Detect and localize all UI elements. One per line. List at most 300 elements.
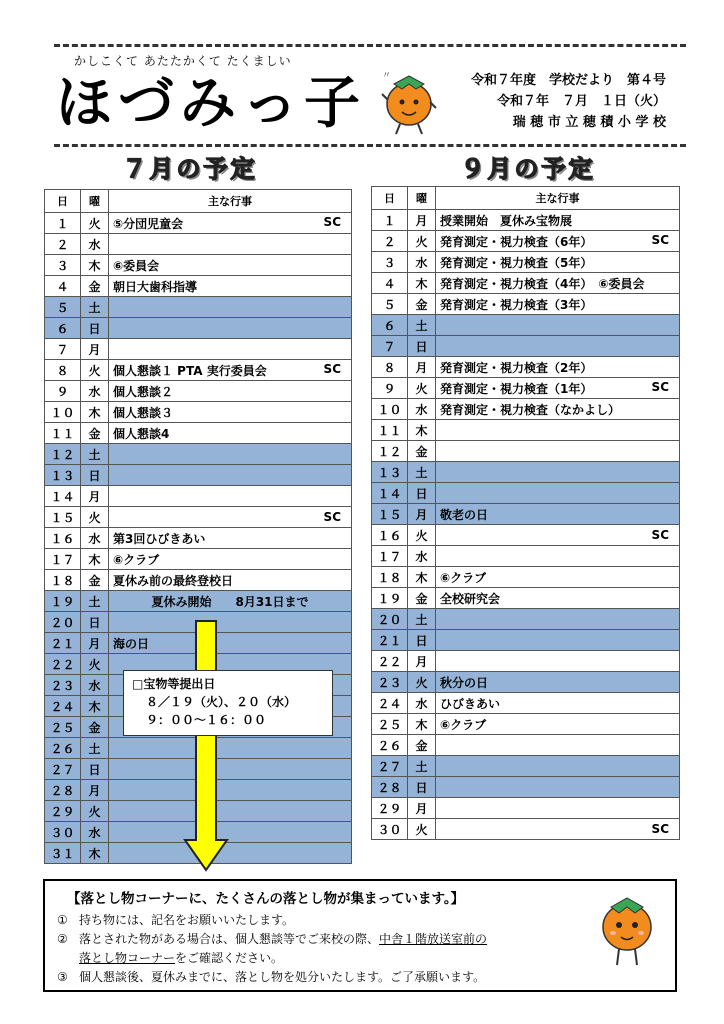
weekday-cell: 土: [408, 609, 436, 630]
event-text: 秋分の日: [440, 675, 489, 690]
event-cell: [109, 843, 352, 864]
day-cell: ２５: [45, 717, 81, 738]
table-row: [45, 465, 352, 486]
day-cell: ３１: [45, 843, 81, 864]
day-cell: ２１: [45, 633, 81, 654]
day-cell: ４: [45, 276, 81, 297]
weekday-cell: 火: [81, 360, 109, 381]
notice-number: ①: [57, 913, 68, 927]
weekday-cell: 火: [408, 231, 436, 252]
weekday-cell: 木: [408, 714, 436, 735]
event-cell: [436, 693, 680, 714]
day-cell: ２５: [372, 714, 408, 735]
event-text: ⑥クラブ: [440, 570, 487, 585]
event-text: ⑤分団児童会: [113, 216, 184, 231]
day-cell: １０: [45, 402, 81, 423]
day-cell: ２３: [372, 672, 408, 693]
day-cell: ８: [45, 360, 81, 381]
table-header-row: [45, 190, 352, 213]
event-text: 発育測定・視力検査（なかよし）: [440, 402, 621, 417]
day-cell: ３０: [45, 822, 81, 843]
event-cell: [109, 822, 352, 843]
day-cell: １３: [45, 465, 81, 486]
event-text: 個人懇談１ PTA 実行委員会: [113, 363, 267, 378]
table-row: [372, 210, 680, 231]
sc-badge: SC: [651, 822, 669, 836]
event-text: ひびきあい: [440, 696, 501, 711]
event-cell: [109, 507, 352, 528]
day-cell: １５: [45, 507, 81, 528]
weekday-cell: 水: [81, 234, 109, 255]
day-cell: １４: [45, 486, 81, 507]
table-row: [45, 549, 352, 570]
notice-location: 中舎１階放送室前の: [379, 932, 488, 946]
event-cell: [436, 252, 680, 273]
table-row: [45, 486, 352, 507]
weekday-cell: 土: [408, 756, 436, 777]
event-text: 発育測定・視力検査（3年）: [440, 297, 593, 312]
day-cell: ３: [372, 252, 408, 273]
event-text: 発育測定・視力検査（6年）: [440, 234, 593, 249]
event-text: 個人懇談4: [113, 426, 170, 441]
event-cell: [436, 609, 680, 630]
weekday-cell: 水: [81, 381, 109, 402]
event-cell: [109, 486, 352, 507]
day-cell: １６: [372, 525, 408, 546]
school-name: 瑞 穂 市 立 穂 積 小 学 校: [512, 115, 666, 130]
table-row: [372, 693, 680, 714]
day-cell: ６: [372, 315, 408, 336]
event-cell: [109, 612, 352, 633]
event-cell: [109, 549, 352, 570]
table-row: [372, 483, 680, 504]
table-row: [45, 591, 352, 612]
notice-text: 落とされた物がある場合は、個人懇談等でご来校の際、: [79, 932, 380, 946]
day-cell: １１: [372, 420, 408, 441]
event-text: 全校研究会: [440, 591, 501, 606]
day-cell: ２０: [45, 612, 81, 633]
day-cell: ２９: [372, 798, 408, 819]
event-cell: [109, 381, 352, 402]
event-cell: [436, 294, 680, 315]
event-cell: [109, 759, 352, 780]
event-cell: [436, 462, 680, 483]
day-cell: ７: [45, 339, 81, 360]
table-header-row: [372, 187, 680, 210]
day-cell: １９: [45, 591, 81, 612]
day-cell: ３０: [372, 819, 408, 840]
september-schedule-table: [371, 186, 680, 840]
notice-title: 【落とし物コーナーに、たくさんの落とし物が集まっています。】: [67, 891, 465, 907]
weekday-cell: 金: [408, 735, 436, 756]
event-cell: [109, 444, 352, 465]
weekday-cell: 日: [408, 336, 436, 357]
table-row: [45, 339, 352, 360]
sc-badge: SC: [651, 379, 669, 394]
weekday-cell: 日: [408, 777, 436, 798]
submission-time: ９：００～１６：００: [146, 713, 267, 727]
table-row: [45, 213, 352, 234]
table-row: [372, 672, 680, 693]
weekday-cell: 月: [81, 486, 109, 507]
day-cell: １０: [372, 399, 408, 420]
event-text: 海の日: [113, 636, 150, 651]
weekday-cell: 日: [81, 318, 109, 339]
persimmon-mascot-icon: [380, 62, 438, 136]
table-row: [372, 504, 680, 525]
weekday-cell: 火: [81, 213, 109, 234]
day-cell: ２: [45, 234, 81, 255]
table-row: [372, 294, 680, 315]
day-cell: ９: [45, 381, 81, 402]
day-cell: ２２: [372, 651, 408, 672]
event-cell: [436, 672, 680, 693]
event-text: 夏休み前の最終登校日: [113, 573, 234, 588]
day-cell: １７: [372, 546, 408, 567]
event-cell: [436, 336, 680, 357]
september-heading: ９月の予定: [460, 155, 596, 183]
weekday-cell: 金: [408, 441, 436, 462]
day-cell: ２１: [372, 630, 408, 651]
day-cell: ２４: [372, 693, 408, 714]
table-row: [45, 507, 352, 528]
weekday-cell: 水: [408, 546, 436, 567]
event-cell: [436, 735, 680, 756]
day-cell: ７: [372, 336, 408, 357]
event-cell: [436, 798, 680, 819]
event-cell: [436, 651, 680, 672]
weekday-cell: 土: [408, 462, 436, 483]
day-cell: １８: [45, 570, 81, 591]
day-cell: ２８: [372, 777, 408, 798]
event-text: ⑥クラブ: [113, 552, 160, 567]
weekday-cell: 水: [408, 399, 436, 420]
event-cell: [436, 588, 680, 609]
event-cell: [436, 441, 680, 462]
event-text: ⑥委員会: [113, 258, 160, 273]
day-cell: １６: [45, 528, 81, 549]
submission-info-box: [123, 670, 333, 736]
event-cell: [109, 528, 352, 549]
table-row: [372, 336, 680, 357]
event-cell: [109, 738, 352, 759]
weekday-cell: 火: [408, 819, 436, 840]
table-row: [372, 315, 680, 336]
top-dashed-line: [54, 44, 686, 47]
notice-item: [57, 911, 663, 930]
weekday-cell: 日: [81, 759, 109, 780]
weekday-cell: 火: [81, 507, 109, 528]
day-cell: １３: [372, 462, 408, 483]
weekday-cell: 火: [81, 801, 109, 822]
newsletter-title: ほづみっ子: [56, 70, 366, 136]
event-cell: [436, 273, 680, 294]
table-row: [372, 714, 680, 735]
event-cell: [436, 399, 680, 420]
notice-text: 個人懇談後、夏休みまでに、落とし物を処分いたします。ご了承願います。: [79, 970, 486, 984]
event-cell: [109, 213, 352, 234]
day-cell: １: [372, 210, 408, 231]
table-row: [45, 276, 352, 297]
table-row: [45, 528, 352, 549]
weekday-cell: 月: [408, 504, 436, 525]
weekday-cell: 木: [81, 255, 109, 276]
weekday-cell: 木: [81, 843, 109, 864]
day-cell: ２０: [372, 609, 408, 630]
event-text: 個人懇談２: [113, 384, 174, 399]
event-text: ⑥クラブ: [440, 717, 487, 732]
table-row: [372, 756, 680, 777]
event-cell: [436, 210, 680, 231]
event-text: 個人懇談３: [113, 405, 174, 420]
day-cell: ２４: [45, 696, 81, 717]
table-row: [372, 798, 680, 819]
table-row: [372, 588, 680, 609]
weekday-cell: 金: [81, 570, 109, 591]
event-cell: [109, 276, 352, 297]
weekday-cell: 金: [81, 423, 109, 444]
table-row: [372, 630, 680, 651]
day-cell: ２７: [45, 759, 81, 780]
event-cell: [436, 357, 680, 378]
svg-text:〃: 〃: [382, 71, 392, 81]
weekday-cell: 木: [81, 696, 109, 717]
sc-badge: SC: [323, 510, 341, 524]
event-cell: [436, 378, 680, 399]
notice-corner: 落とし物コーナー: [79, 951, 176, 965]
lost-and-found-notice: [43, 879, 677, 992]
weekday-cell: 日: [408, 483, 436, 504]
weekday-cell: 金: [408, 294, 436, 315]
notice-item: [57, 930, 663, 968]
day-cell: ６: [45, 318, 81, 339]
event-text: 発育測定・視力検査（2年）: [440, 360, 593, 375]
table-row: [372, 777, 680, 798]
issue-info: [436, 70, 666, 133]
event-text: 敬老の日: [440, 507, 489, 522]
event-cell: [109, 234, 352, 255]
day-cell: ２６: [45, 738, 81, 759]
table-row: [45, 423, 352, 444]
weekday-cell: 木: [408, 273, 436, 294]
table-row: [372, 735, 680, 756]
table-row: [372, 420, 680, 441]
event-cell: [109, 339, 352, 360]
table-row: [372, 819, 680, 840]
weekday-cell: 水: [81, 675, 109, 696]
weekday-cell: 木: [81, 402, 109, 423]
table-row: [45, 318, 352, 339]
day-cell: ２２: [45, 654, 81, 675]
table-row: [45, 570, 352, 591]
table-row: [45, 297, 352, 318]
weekday-cell: 月: [408, 651, 436, 672]
event-cell: [436, 630, 680, 651]
table-row: [372, 567, 680, 588]
table-row: [45, 402, 352, 423]
day-cell: １５: [372, 504, 408, 525]
event-cell: [436, 420, 680, 441]
event-cell: [109, 402, 352, 423]
weekday-cell: 日: [81, 612, 109, 633]
event-text: 第3回ひびきあい: [113, 531, 206, 546]
weekday-cell: 木: [408, 567, 436, 588]
table-row: [372, 357, 680, 378]
day-cell: １４: [372, 483, 408, 504]
table-row: [372, 231, 680, 252]
event-cell: [436, 819, 680, 840]
notice-item: [57, 968, 663, 987]
weekday-cell: 木: [81, 549, 109, 570]
weekday-cell: 土: [81, 591, 109, 612]
event-cell: [436, 756, 680, 777]
weekday-cell: 日: [81, 465, 109, 486]
event-cell: [109, 801, 352, 822]
edition-label: 令和７年度 学校だより 第４号: [470, 73, 666, 88]
day-cell: ３: [45, 255, 81, 276]
event-cell: [109, 570, 352, 591]
event-text: 発育測定・視力検査（5年）: [440, 255, 593, 270]
event-text: 発育測定・視力検査（1年）: [440, 381, 593, 396]
event-cell: [436, 714, 680, 735]
event-text: 朝日大歯科指導: [113, 279, 198, 294]
notice-number: ③: [57, 970, 68, 984]
event-cell: [436, 315, 680, 336]
event-cell: [109, 255, 352, 276]
day-cell: １１: [45, 423, 81, 444]
event-cell: [436, 546, 680, 567]
weekday-cell: 月: [81, 633, 109, 654]
table-row: [45, 381, 352, 402]
day-cell: ２８: [45, 780, 81, 801]
event-cell: [436, 504, 680, 525]
july-heading: ７月の予定: [122, 155, 258, 183]
table-row: [372, 252, 680, 273]
col-events-header: 主な行事: [109, 190, 352, 213]
day-cell: ２: [372, 231, 408, 252]
weekday-cell: 火: [408, 672, 436, 693]
day-cell: １２: [45, 444, 81, 465]
day-cell: １: [45, 213, 81, 234]
table-row: [372, 441, 680, 462]
table-row: [372, 546, 680, 567]
weekday-cell: 金: [81, 717, 109, 738]
event-cell: [109, 360, 352, 381]
col-events-header: 主な行事: [436, 187, 680, 210]
header-dashed-line: [54, 144, 686, 147]
table-row: [372, 399, 680, 420]
table-row: [372, 273, 680, 294]
weekday-cell: 土: [81, 738, 109, 759]
event-cell: [109, 633, 352, 654]
weekday-cell: 水: [408, 252, 436, 273]
sc-badge: SC: [651, 232, 669, 247]
day-cell: １９: [372, 588, 408, 609]
day-cell: ２７: [372, 756, 408, 777]
weekday-cell: 月: [81, 339, 109, 360]
event-text: 夏休み開始 8月31日まで: [151, 594, 309, 609]
weekday-cell: 水: [408, 693, 436, 714]
table-row: [45, 444, 352, 465]
weekday-cell: 金: [408, 588, 436, 609]
weekday-cell: 水: [81, 822, 109, 843]
table-row: [372, 525, 680, 546]
event-cell: [436, 483, 680, 504]
day-cell: １８: [372, 567, 408, 588]
day-cell: ２３: [45, 675, 81, 696]
event-cell: [109, 318, 352, 339]
event-cell: [436, 567, 680, 588]
col-weekday-header: 曜: [408, 187, 436, 210]
weekday-cell: 土: [81, 297, 109, 318]
table-row: [45, 360, 352, 381]
weekday-cell: 土: [408, 315, 436, 336]
weekday-cell: 火: [81, 654, 109, 675]
event-cell: [109, 297, 352, 318]
col-day-header: 日: [372, 187, 408, 210]
submission-title: □宝物等提出日: [132, 677, 216, 691]
day-cell: ２９: [45, 801, 81, 822]
weekday-cell: 月: [81, 780, 109, 801]
notice-text: をご確認ください。: [175, 951, 284, 965]
day-cell: ９: [372, 378, 408, 399]
weekday-cell: 月: [408, 798, 436, 819]
persimmon-mascot-icon: [597, 889, 657, 969]
sc-badge: SC: [323, 214, 341, 229]
day-cell: ８: [372, 357, 408, 378]
day-cell: ２６: [372, 735, 408, 756]
event-cell: [109, 465, 352, 486]
notice-text: 持ち物には、記名をお願いいたします。: [79, 913, 295, 927]
weekday-cell: 月: [408, 357, 436, 378]
table-row: [372, 609, 680, 630]
event-text: 授業開始 夏休み宝物展: [440, 213, 573, 228]
sc-badge: SC: [323, 361, 341, 376]
day-cell: ５: [372, 294, 408, 315]
weekday-cell: 土: [81, 444, 109, 465]
weekday-cell: 日: [408, 630, 436, 651]
event-text: 発育測定・視力検査（4年） ⑥委員会: [440, 276, 645, 291]
summer-break-arrow-icon: [183, 620, 229, 872]
weekday-cell: 水: [81, 528, 109, 549]
table-row: [45, 234, 352, 255]
day-cell: ５: [45, 297, 81, 318]
submission-dates: ８／１９（火）、２０（水）: [146, 695, 297, 709]
weekday-cell: 月: [408, 210, 436, 231]
sc-badge: SC: [651, 528, 669, 542]
weekday-cell: 木: [408, 420, 436, 441]
col-weekday-header: 曜: [81, 190, 109, 213]
table-row: [372, 462, 680, 483]
day-cell: １２: [372, 441, 408, 462]
table-row: [372, 378, 680, 399]
weekday-cell: 火: [408, 525, 436, 546]
tagline: かしこくて あたたかくて たくましい: [74, 54, 292, 68]
day-cell: ４: [372, 273, 408, 294]
event-cell: [109, 591, 352, 612]
notice-number: ②: [57, 932, 68, 946]
table-row: [372, 651, 680, 672]
table-row: [45, 255, 352, 276]
weekday-cell: 火: [408, 378, 436, 399]
event-cell: [109, 423, 352, 444]
event-cell: [436, 777, 680, 798]
col-day-header: 日: [45, 190, 81, 213]
weekday-cell: 金: [81, 276, 109, 297]
event-cell: [436, 231, 680, 252]
event-cell: [436, 525, 680, 546]
issue-date: 令和７年 ７月 １日（火）: [496, 94, 666, 109]
